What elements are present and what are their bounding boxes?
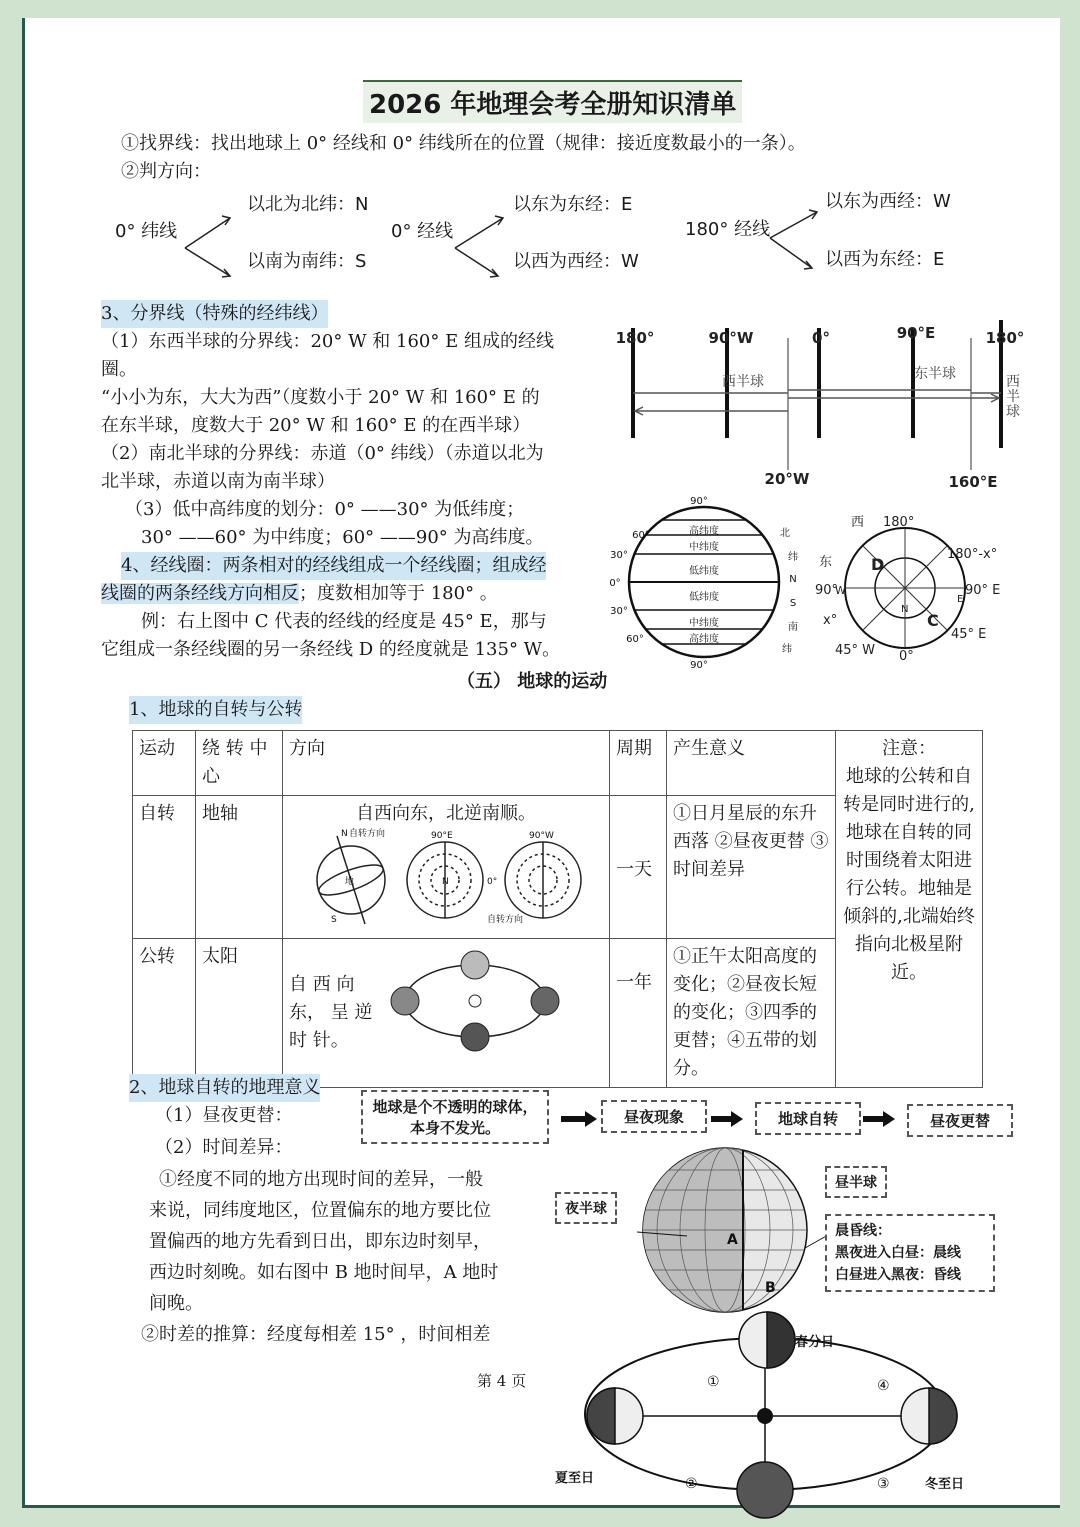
page-title: 2026 年地理会考全册知识清单 [363, 80, 742, 123]
polar-label: 90° E [965, 583, 1001, 598]
table-cell: 公转 [133, 939, 196, 1088]
rot-fig-label: N [341, 829, 348, 839]
terminator-title: 晨昏线： [835, 1223, 891, 1239]
lat-bottom-label: 90° [690, 660, 708, 671]
rot-fig-label: 0° [487, 877, 498, 887]
intro-line-1: ①找界线：找出地球上 0° 经线和 0° 纬线所在的位置（规律：接近度数最小的一条）。 [121, 133, 806, 154]
table-header: 产生意义 [667, 731, 836, 796]
west-hemisphere-label: 西半球 [722, 374, 764, 390]
table-header: 周期 [610, 731, 667, 796]
s3-line: ；度数相加等于 180° 。 [299, 583, 498, 604]
polar-label: 45° E [951, 627, 987, 642]
rot-fig-label: N [442, 877, 449, 887]
polar-view-figure [815, 508, 1005, 668]
orbit-figure [555, 1306, 975, 1506]
s2-line: ①经度不同的地方出现时间的差异，一般 [159, 1169, 483, 1190]
hemi-top-label: 90°W [708, 329, 754, 347]
polar-label: W [835, 584, 846, 597]
s3-line-highlight: 线圈的两条经线方向相反 [101, 583, 299, 604]
note-text: 地球的公转和自转是同时进行的,地球在自转的同时围绕着太阳进行公转。地轴是倾斜的,北端始终指向北极星附近。 [843, 766, 975, 983]
rotation-figure [301, 828, 591, 924]
section3-heading: 3、分界线（特殊的经纬线） [101, 300, 328, 328]
polar-label: 东 [819, 555, 833, 570]
polar-label: 0° [899, 649, 914, 664]
orbit-number: ④ [877, 1378, 890, 1394]
hemi-bottom-label: 20°W [764, 470, 810, 488]
page-footer: 第 4 页 [477, 1372, 527, 1390]
lat-band-label: 高纬度 [689, 634, 719, 645]
lat-right-label: 纬 [782, 644, 792, 655]
west-hemisphere-vertical: 半 [1006, 389, 1020, 405]
lat-band-label: 低纬度 [689, 592, 719, 603]
s3-line-highlight: 4、经线圈：两条相对的经线组成一个经线圈；组成经 [121, 552, 546, 580]
latitude-zones-figure [609, 490, 799, 670]
page [22, 18, 1060, 1508]
intro-line-2: ②判方向： [121, 161, 211, 182]
s2-line: 间晚。 [149, 1293, 203, 1314]
west-hemisphere-vertical: 球 [1006, 404, 1020, 420]
hemi-top-label: 180° [615, 329, 655, 347]
lat-band-label: 中纬度 [689, 618, 719, 629]
lat-right-label: N [789, 574, 797, 585]
s2-line: ②时差的推算：经度每相差 15° ，时间相差 [141, 1324, 491, 1345]
lon180-east: 以西为东经：E [825, 249, 945, 270]
table-header: 绕 转 中 心 [196, 731, 283, 796]
lon180-label: 180° 经线 [685, 219, 771, 240]
lat0-south: 以南为南纬：S [247, 251, 367, 272]
flow-arrows [555, 1108, 915, 1132]
table-cell: 自转 [133, 796, 196, 939]
day-hemisphere-label: 昼半球 [825, 1166, 887, 1198]
lat0-label: 0° 纬线 [115, 221, 178, 242]
table-cell: ①正午太阳高度的变化；②昼夜长短的变化；③四季的更替；④五带的划分。 [667, 939, 836, 1088]
lat-band-label: 高纬度 [689, 526, 719, 537]
s2-line: （1）昼夜更替： [155, 1105, 293, 1126]
polar-north: N [901, 604, 909, 615]
s2-line: 来说，同纬度地区，位置偏东的地方要比位 [149, 1200, 491, 1221]
night-hemisphere-label: 夜半球 [555, 1192, 617, 1224]
polar-label: 180°-x° [947, 547, 998, 562]
s3-line: （2）南北半球的分界线：赤道（0° 纬线）（赤道以北为 [101, 443, 544, 464]
orbit-number: ③ [877, 1476, 890, 1492]
section2-heading: 2、地球自转的地理意义 [129, 1074, 320, 1102]
hemi-top-label: 90°E [896, 324, 936, 342]
hemi-top-label: 180° [985, 329, 1025, 347]
polar-label: 45° W [835, 643, 876, 658]
polar-label: E [957, 594, 964, 605]
terminator-box [825, 1214, 995, 1292]
flow-box: 地球是个不透明的球体，本身不发光。 [361, 1090, 549, 1144]
lat-left-label: 0° [609, 578, 621, 589]
s3-line: 30° ——60° 为中纬度；60° ——90° 为高纬度。 [141, 527, 544, 548]
polar-label: x° [823, 613, 838, 628]
s3-line: 在东半球，度数大于 20° W 和 160° E 的在西半球） [101, 415, 531, 436]
rot-fig-label: 自转方向 [349, 829, 386, 839]
lon180-west: 以东为西经：W [825, 191, 951, 212]
revolution-figure [385, 943, 565, 1057]
table-cell: 地轴 [196, 796, 283, 939]
s3-line: 它组成一条经线圈的另一条经线 D 的经度就是 135° W。 [101, 639, 561, 660]
lat-right-label: 纬 [788, 552, 798, 563]
orbit-label-summer: 夏至日 [555, 1471, 595, 1486]
s3-line: “小小为东，大大为西”（度数小于 20° W 和 160° E 的 [101, 387, 540, 408]
flow-box: 昼夜现象 [601, 1100, 707, 1133]
polar-label: 180° [883, 515, 915, 530]
hemi-bottom-label: 160°E [948, 473, 998, 491]
hemi-top-label: 0° [812, 329, 830, 347]
orbit-label-winter: 冬至日 [925, 1477, 965, 1492]
hemisphere-figure [605, 298, 1045, 491]
table-cell: 自 西 向 东， 呈 逆 时 针。 [289, 974, 373, 1051]
globe-point-B: B [765, 1280, 776, 1296]
terminator-dusk: 白昼进入黑夜：昏线 [835, 1267, 961, 1283]
section5-heading: （五） 地球的运动 [457, 671, 608, 692]
s3-line: 北半球，赤道以南为南半球） [101, 471, 335, 492]
polar-label: 90° [815, 583, 839, 598]
orbit-label-spring: 春分日 [795, 1335, 835, 1350]
flow-box: 地球自转 [755, 1102, 861, 1135]
section5-sub: 1、地球的自转与公转 [129, 696, 302, 724]
lat-left-label: 30° [610, 550, 628, 561]
lat-right-label: 北 [780, 528, 790, 539]
table-cell: ①日月星辰的东升西落 ②昼夜更替 ③时间差异 [667, 796, 836, 939]
s2-line: 西边时刻晚。如右图中 B 地时间早，A 地时 [149, 1262, 499, 1283]
s2-line: （2）时间差异： [155, 1137, 293, 1158]
rot-fig-label: S [331, 915, 337, 925]
lat-top-label: 90° [690, 496, 708, 507]
east-hemisphere-label: 东半球 [914, 366, 956, 382]
lat-left-label: 30° [610, 606, 628, 617]
polar-label: 西 [851, 515, 865, 530]
flow-box: 昼夜更替 [907, 1104, 1013, 1137]
lat-right-label: 南 [788, 622, 798, 633]
polar-point-D: D [871, 555, 885, 574]
table-header: 方向 [283, 731, 610, 796]
s3-line: （3）低中高纬度的划分：0° ——30° 为低纬度； [125, 499, 525, 520]
lat-band-label: 低纬度 [689, 566, 719, 577]
orbit-number: ② [685, 1476, 698, 1492]
s3-line: （1）东西半球的分界线：20° W 和 160° E 组成的经线 [101, 331, 554, 352]
rot-fig-label: 90°W [529, 831, 554, 841]
terminator-dawn: 黑夜进入白昼：晨线 [835, 1245, 961, 1261]
lat-right-label: S [789, 598, 797, 609]
table-cell: 一年 [610, 939, 667, 1088]
table-header: 注意： [882, 738, 936, 759]
polar-point-C: C [927, 611, 939, 630]
orbit-number: ① [707, 1374, 720, 1390]
lon0-east: 以东为东经：E [513, 194, 633, 215]
rot-fig-label: 自转方向 [487, 915, 524, 925]
table-cell: 一天 [610, 796, 667, 939]
rot-fig-label: 地 [345, 877, 355, 887]
lat-band-label: 中纬度 [689, 542, 719, 553]
table-cell: 太阳 [196, 939, 283, 1088]
globe-point-A: A [727, 1232, 738, 1248]
lon0-label: 0° 经线 [391, 221, 454, 242]
west-hemisphere-vertical: 西 [1006, 374, 1020, 390]
table-header: 运动 [133, 731, 196, 796]
table-cell: 自西向东，北逆南顺。 [356, 803, 536, 824]
lat0-north: 以北为北纬：N [247, 194, 369, 215]
s3-line: 圈。 [101, 359, 137, 380]
lat-left-label: 60° [632, 530, 650, 541]
lat-left-label: 60° [626, 634, 644, 645]
rot-fig-label: 90°E [431, 831, 453, 841]
lon0-west: 以西为西经：W [513, 251, 639, 272]
s2-line: 置偏西的地方先看到日出，即东边时刻早， [149, 1231, 491, 1252]
s3-line: 例：右上图中 C 代表的经线的经度是 45° E，那与 [141, 611, 547, 632]
motion-table [132, 730, 983, 1088]
